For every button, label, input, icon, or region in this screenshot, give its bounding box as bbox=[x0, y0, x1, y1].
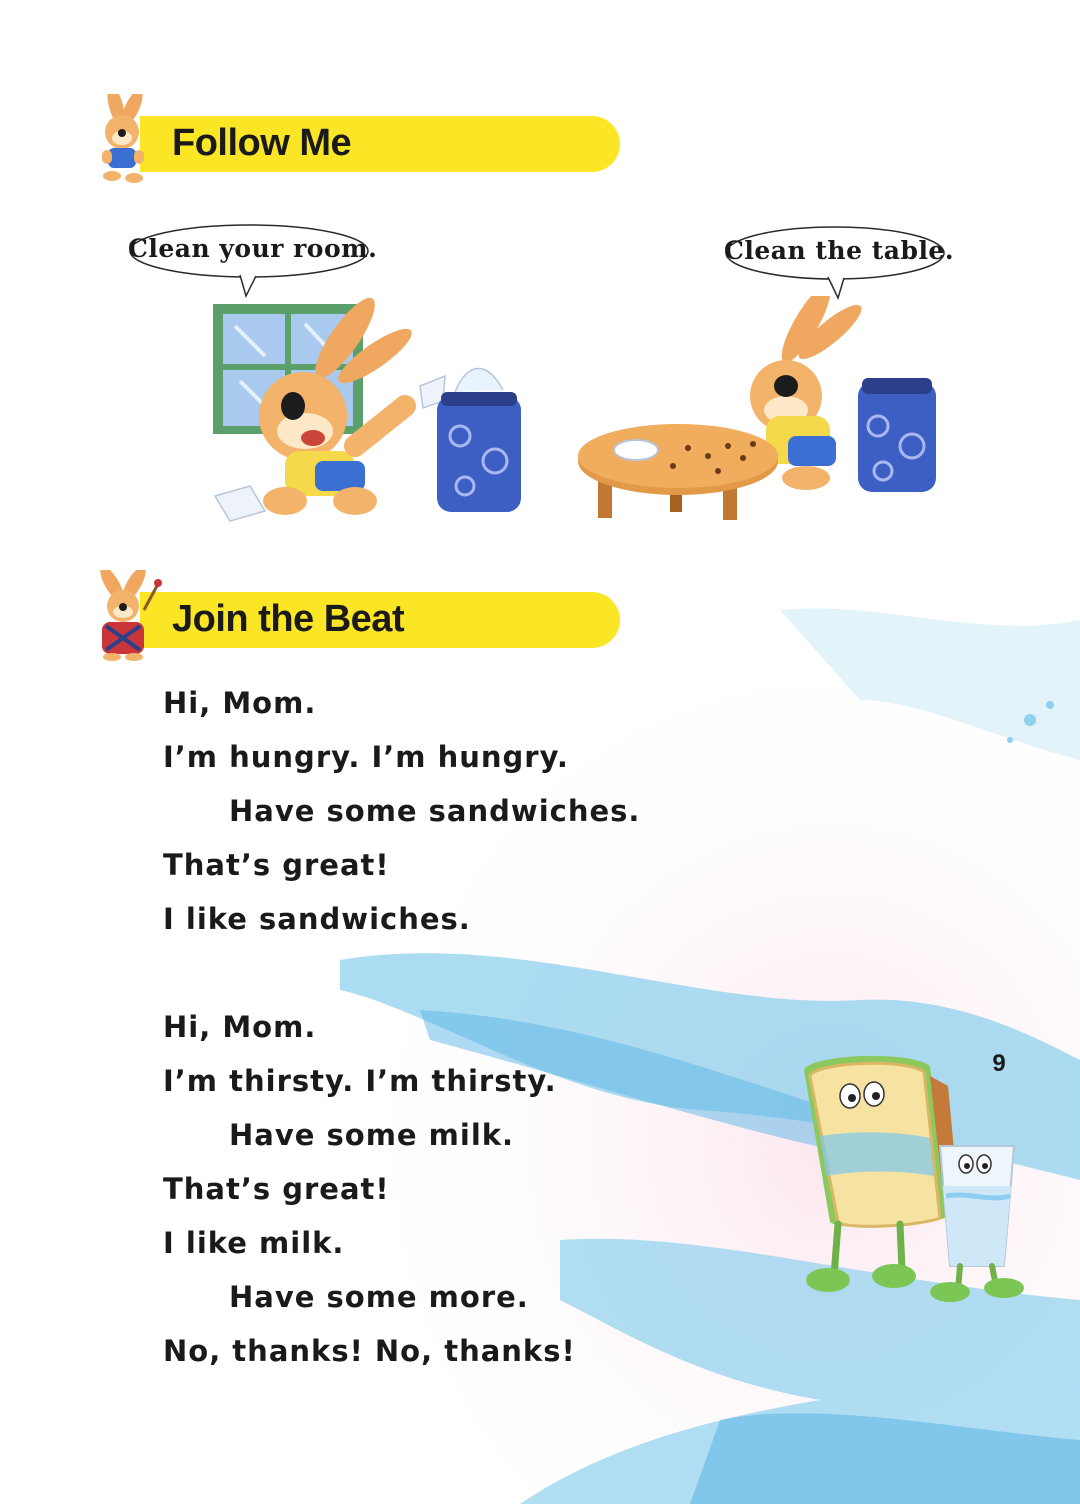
chant-line: Have some milk. bbox=[229, 1118, 515, 1152]
bubble-text: Clean your room. bbox=[128, 234, 378, 263]
chant-line: I like sandwiches. bbox=[163, 902, 471, 936]
chant-line: I’m thirsty. I’m thirsty. bbox=[163, 1064, 557, 1098]
join-the-beat-header bbox=[78, 570, 623, 660]
follow-me-header bbox=[78, 94, 623, 184]
rabbit-drummer-icon bbox=[78, 570, 168, 662]
chant-line: I’m hungry. I’m hungry. bbox=[163, 740, 569, 774]
section-title: Join the Beat bbox=[172, 598, 405, 640]
chant-line: Have some sandwiches. bbox=[229, 794, 641, 828]
page-number: 9 bbox=[992, 1050, 1006, 1077]
chant-line: No, thanks! No, thanks! bbox=[163, 1334, 576, 1368]
chant-line: I like milk. bbox=[163, 1226, 345, 1260]
section-title: Follow Me bbox=[172, 122, 352, 164]
chant-line: Hi, Mom. bbox=[163, 686, 317, 720]
bubble-text: Clean the table. bbox=[724, 236, 955, 265]
rabbit-walking-icon bbox=[78, 94, 168, 186]
stanza-gap bbox=[163, 946, 640, 1000]
chant-line: That’s great! bbox=[163, 848, 390, 882]
rabbit-cleaning-table-icon bbox=[578, 296, 940, 524]
chant-line: Hi, Mom. bbox=[163, 1010, 317, 1044]
chant-text bbox=[163, 676, 640, 1378]
speech-bubble-room bbox=[128, 222, 378, 298]
chant-line: Have some more. bbox=[229, 1280, 529, 1314]
sandwich-and-milk-characters-icon bbox=[790, 1046, 1030, 1306]
rabbit-cleaning-room-icon bbox=[205, 296, 535, 532]
speech-bubble-table bbox=[724, 224, 955, 300]
chant-line: That’s great! bbox=[163, 1172, 390, 1206]
